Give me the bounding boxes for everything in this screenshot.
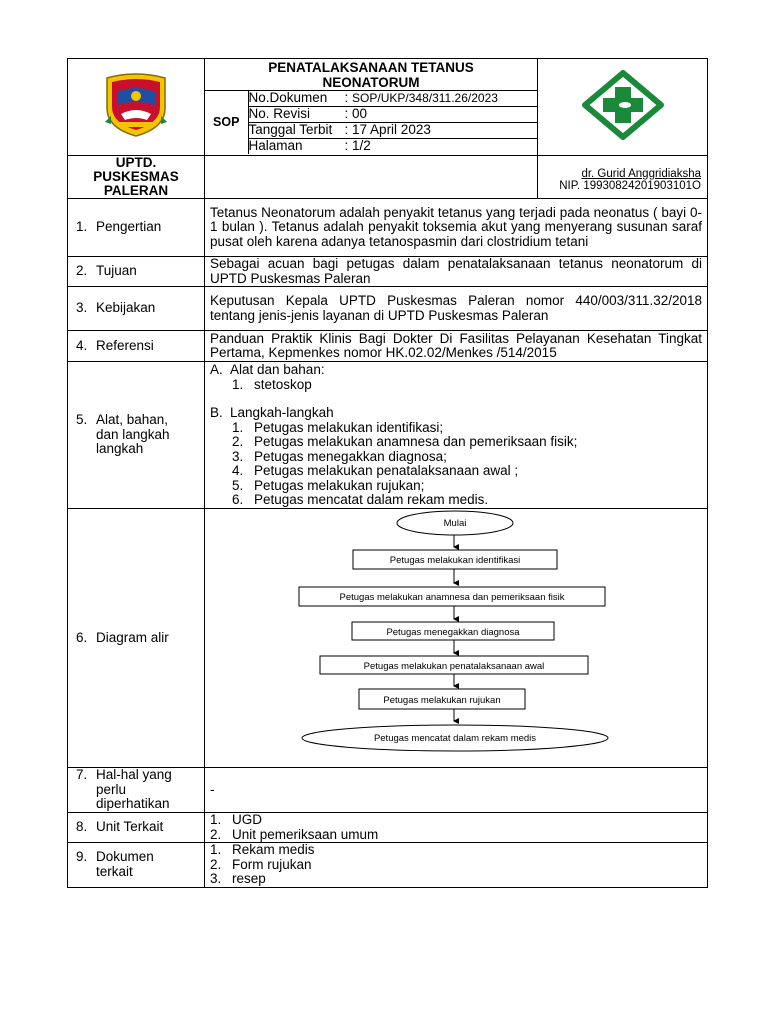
flow-step-4 — [320, 656, 588, 674]
list-item: 1. UGD — [210, 812, 262, 827]
list-item: 2. Form rujukan — [210, 856, 312, 872]
puskesmas-logo-cell — [538, 59, 708, 156]
list-item: 1. stetoskop — [232, 376, 312, 392]
meta-issue-date: Tanggal Terbit : 17 April 2023 — [248, 123, 537, 139]
document-meta — [205, 91, 537, 154]
flow-step-1 — [353, 550, 557, 569]
text-pengertian: Tetanus Neonatorum adalah penyakit tetanus yang terjadi pada neonatus ( bayi 0-1 bulan ). Tetanus adalah penyakit toksemia akut yang menyerang susunan saraf pusat oleh karena adanya tetanospasmin dari clostridium tetani — [205, 199, 708, 257]
label-dokumen-terkait: 9. Dokumen terkait — [68, 843, 205, 888]
flow-end-label: Petugas mencatat dalam rekam medis — [373, 732, 537, 744]
org-name-cell — [68, 156, 205, 199]
flow-step-1-label: Petugas melakukan identifikasi — [389, 554, 521, 566]
flow-end-node — [302, 725, 608, 751]
label-alat-bahan-langkah: 5. Alat, bahan, dan langkah langkah — [68, 362, 205, 509]
signature-cell — [538, 156, 708, 199]
list-unit-terkait — [205, 813, 708, 843]
flowchart-cell — [205, 508, 708, 768]
flow-step-2 — [299, 587, 605, 606]
sop-label: SOP — [205, 91, 248, 154]
meta-doc-number: No.Dokumen : SOP/UKP/348/311.26/2023 — [248, 91, 537, 107]
blank-cell — [205, 156, 538, 199]
list-dokumen-terkait — [205, 843, 708, 888]
meta-page: Halaman : 1/2 — [248, 139, 537, 155]
list-item: 3. resep — [210, 871, 266, 886]
list-item: 3. Petugas menegakkan diagnosa; — [232, 448, 447, 464]
regency-shield-icon — [101, 72, 171, 138]
label-diagram-alir: 6. Diagram alir — [68, 508, 205, 768]
puskesmas-cross-icon — [581, 70, 665, 140]
org-name-line1: UPTD. — [115, 155, 157, 170]
flow-step-3-label: Petugas menegakkan diagnosa — [386, 626, 520, 638]
org-name-line2: PUSKESMAS — [93, 169, 179, 184]
text-hal-hal-diperhatikan: - — [205, 768, 708, 813]
label-referensi: 4. Referensi — [68, 331, 205, 362]
signer-name: dr. Gurid Anggridiaksha — [581, 168, 701, 180]
label-kebijakan: 3. Kebijakan — [68, 287, 205, 331]
label-hal-hal-diperhatikan: 7. Hal-hal yang perlu diperhatikan — [68, 768, 205, 813]
section-a-heading: A. Alat dan bahan: — [210, 362, 325, 377]
flow-step-5 — [359, 689, 525, 709]
flow-step-3 — [352, 622, 554, 640]
label-tujuan: 2. Tujuan — [68, 257, 205, 287]
signer-nip: NIP. 19930824201903101O — [559, 180, 701, 192]
regency-logo-cell — [68, 59, 205, 156]
section-b-heading: B. Langkah-langkah — [210, 405, 334, 420]
sop-table — [67, 58, 708, 888]
list-item: 1. Rekam medis — [210, 842, 315, 857]
flow-start-node — [397, 511, 513, 535]
flow-step-5-label: Petugas melakukan rujukan — [383, 694, 501, 706]
list-item: 2. Unit pemeriksaan umum — [210, 826, 379, 842]
label-pengertian: 1. Pengertian — [68, 199, 205, 257]
flowchart — [205, 509, 708, 764]
list-item: 1. Petugas melakukan identifikasi; — [232, 419, 444, 435]
label-unit-terkait: 8. Unit Terkait — [68, 813, 205, 843]
text-alat-bahan-langkah — [205, 362, 708, 509]
flow-start-label: Mulai — [443, 517, 467, 529]
flow-step-4-label: Petugas melakukan penatalaksanaan awal — [363, 660, 545, 672]
text-referensi: Panduan Praktik Klinis Bagi Dokter Di Fasilitas Pelayanan Kesehatan Tingkat Pertama, Kepmenkes nomor HK.02.02/Menkes /514/2015 — [205, 331, 708, 362]
title-cell — [205, 59, 538, 156]
text-tujuan: Sebagai acuan bagi petugas dalam penatalaksanaan tetanus neonatorum di UPTD Puskesmas Paleran — [205, 257, 708, 287]
list-item: 5. Petugas melakukan rujukan; — [232, 477, 425, 493]
document-title-line2: NEONATORUM — [322, 75, 420, 90]
flow-step-2-label: Petugas melakukan anamnesa dan pemeriksaan fisik — [339, 591, 565, 603]
text-kebijakan: Keputusan Kepala UPTD Puskesmas Paleran nomor 440/003/311.32/2018 tentang jenis-jenis layanan di UPTD Puskesmas Paleran — [205, 287, 708, 331]
document-title-line1: PENATALAKSANAAN TETANUS — [268, 60, 474, 75]
org-name-line3: PALERAN — [103, 183, 169, 198]
list-item: 4. Petugas melakukan penatalaksanaan awal ; — [232, 463, 519, 478]
list-item: 6. Petugas mencatat dalam rekam medis. — [232, 492, 489, 507]
list-item: 2. Petugas melakukan anamnesa dan pemeriksaan fisik; — [232, 434, 578, 449]
meta-revision: No. Revisi : 00 — [248, 107, 537, 123]
